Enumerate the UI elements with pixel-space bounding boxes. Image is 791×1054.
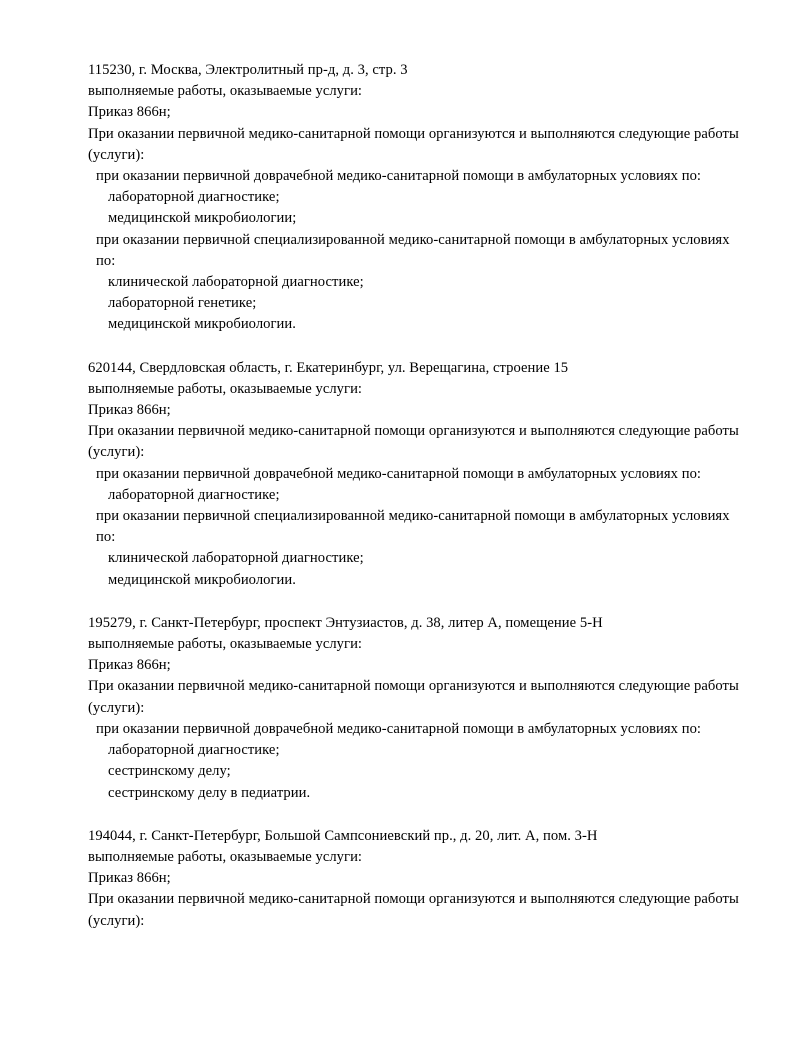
text-line: Приказ 866н; (88, 104, 171, 121)
address-block-3 (88, 613, 748, 804)
text-line: лабораторной диагностике; (108, 742, 280, 759)
text-line: При оказании первичной медико-санитарной помощи организуются и выполняются следующие работы (услуги): (88, 678, 743, 716)
text-line: При оказании первичной медико-санитарной помощи организуются и выполняются следующие работы (услуги): (88, 891, 743, 929)
address-line: 194044, г. Санкт-Петербург, Большой Сампсониевский пр., д. 20, лит. А, пом. 3-Н (88, 827, 598, 844)
text-line: При оказании первичной медико-санитарной помощи организуются и выполняются следующие работы (услуги): (88, 423, 743, 461)
text-line: при оказании первичной доврачебной медико-санитарной помощи в амбулаторных условиях по: (96, 465, 702, 482)
text-line: лабораторной генетике; (108, 295, 257, 312)
text-line: при оказании первичной специализированной медико-санитарной помощи в амбулаторных условиях по: (96, 231, 734, 269)
text-line: клинической лабораторной диагностике; (108, 550, 364, 567)
text-line: сестринскому делу в педиатрии. (108, 784, 311, 801)
address-line: 195279, г. Санкт-Петербург, проспект Энтузиастов, д. 38, литер А, помещение 5-Н (88, 614, 603, 631)
text-line: медицинской микробиологии; (108, 210, 297, 227)
address-block-2 (88, 358, 748, 591)
address-line: 115230, г. Москва, Электролитный пр-д, д. 3, стр. 3 (88, 62, 408, 78)
text-line: выполняемые работы, оказываемые услуги: (88, 380, 363, 397)
text-line: выполняемые работы, оказываемые услуги: (88, 848, 363, 865)
text-line: Приказ 866н; (88, 870, 171, 887)
text-line: сестринскому делу; (108, 763, 231, 780)
text-line: медицинской микробиологии. (108, 316, 296, 333)
address-block-4 (88, 826, 748, 932)
text-line: выполняемые работы, оказываемые услуги: (88, 83, 363, 100)
text-line: выполняемые работы, оказываемые услуги: (88, 636, 363, 653)
text-line: Приказ 866н; (88, 657, 171, 674)
text-line: при оказании первичной доврачебной медико-санитарной помощи в амбулаторных условиях по: (96, 168, 702, 185)
text-line: При оказании первичной медико-санитарной помощи организуются и выполняются следующие работы (услуги): (88, 125, 743, 163)
document-body (88, 60, 748, 932)
text-line: Приказ 866н; (88, 402, 171, 419)
address-block-1 (88, 60, 748, 336)
address-line: 620144, Свердловская область, г. Екатеринбург, ул. Верещагина, строение 15 (88, 359, 569, 376)
text-line: медицинской микробиологии. (108, 571, 296, 588)
text-line: лабораторной диагностике; (108, 486, 280, 503)
text-line: при оказании первичной доврачебной медико-санитарной помощи в амбулаторных условиях по: (96, 720, 702, 737)
text-line: при оказании первичной специализированной медико-санитарной помощи в амбулаторных условиях по: (96, 508, 734, 546)
text-line: клинической лабораторной диагностике; (108, 274, 364, 291)
text-line: лабораторной диагностике; (108, 189, 280, 206)
